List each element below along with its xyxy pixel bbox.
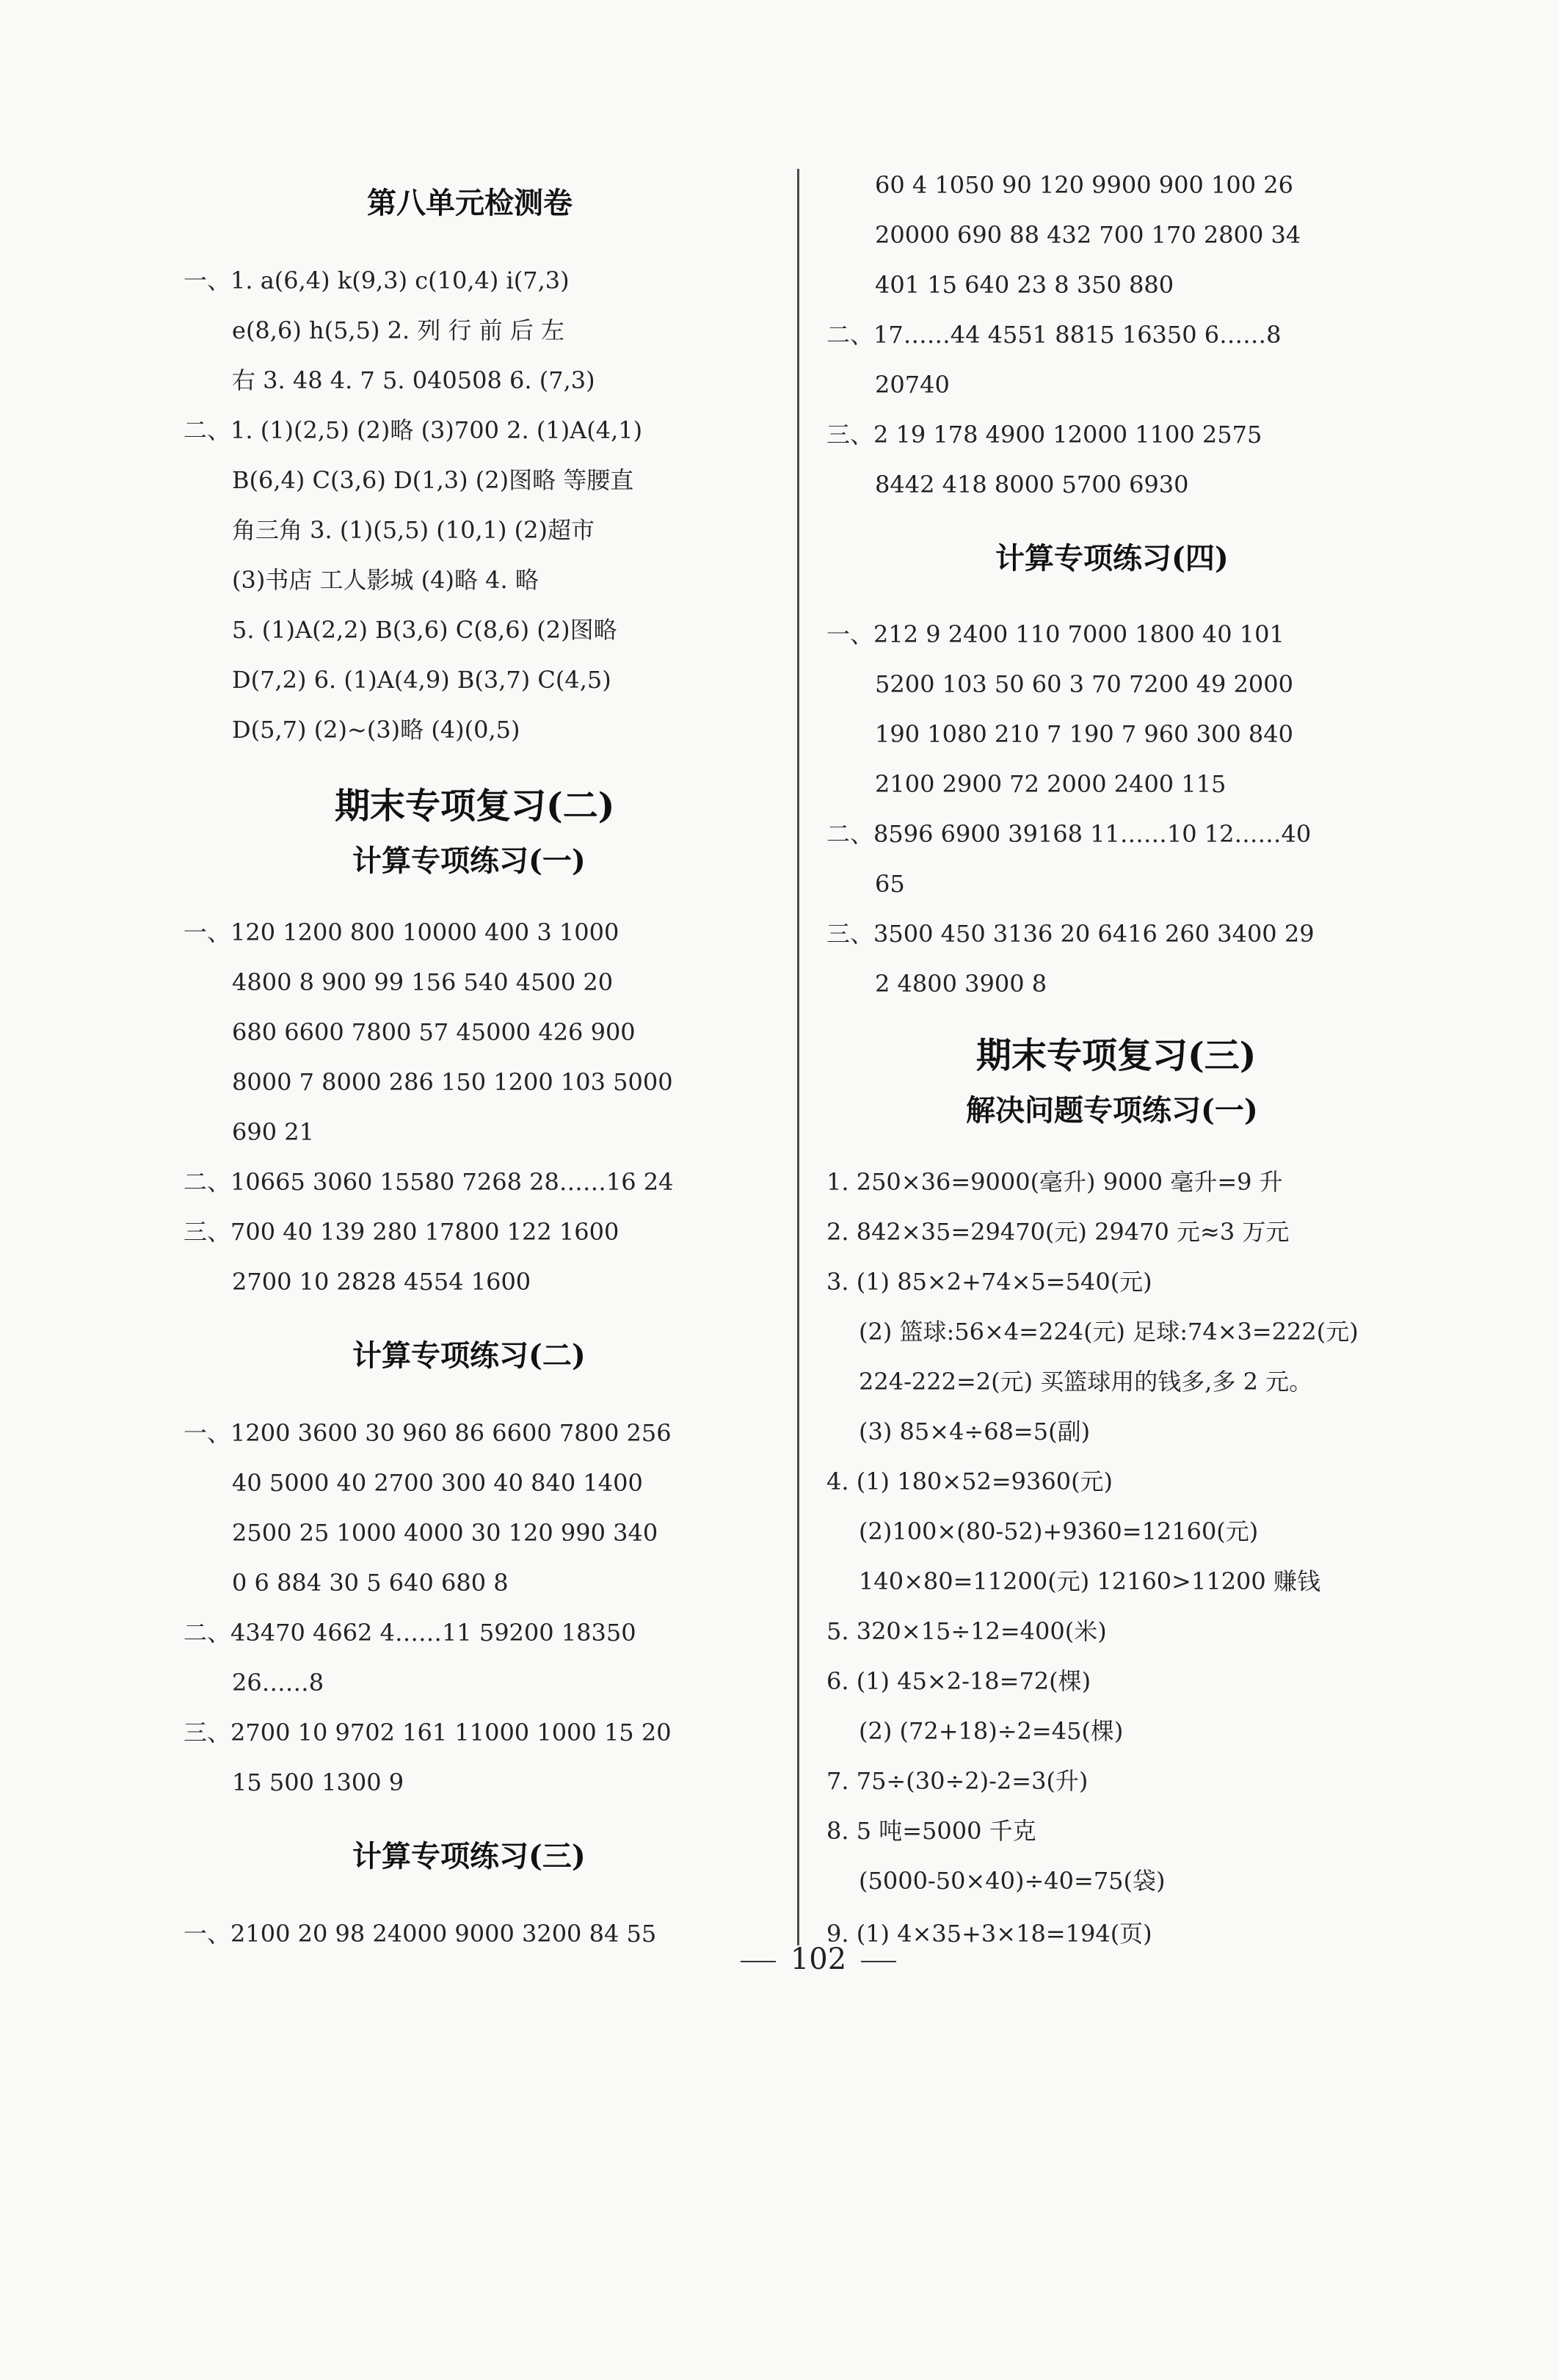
- answer-line: 右 3. 48 4. 7 5. 040508 6. (7,3): [232, 366, 595, 394]
- answer-line: 401 15 640 23 8 350 880: [875, 271, 1174, 299]
- answer-line: 140×80=11200(元) 12160>11200 赚钱: [859, 1567, 1320, 1595]
- answer-line: 一、1200 3600 30 960 86 6600 7800 256: [183, 1419, 672, 1447]
- section-title-review3: 期末专项复习(三): [976, 1035, 1257, 1076]
- answer-line: 15 500 1300 9: [232, 1768, 404, 1796]
- answer-line: D(5,7) (2)~(3)略 (4)(0,5): [232, 716, 520, 744]
- answer-line: 20000 690 88 432 700 170 2800 34: [875, 221, 1301, 249]
- answer-line: 4. (1) 180×52=9360(元): [826, 1467, 1113, 1495]
- answer-line: 5. (1)A(2,2) B(3,6) C(8,6) (2)图略: [232, 616, 617, 644]
- answer-line: 二、1. (1)(2,5) (2)略 (3)700 2. (1)A(4,1): [183, 416, 643, 444]
- subsection-title-calc4: 计算专项练习(四): [995, 541, 1229, 576]
- answer-line: 三、2 19 178 4900 12000 1100 2575: [826, 421, 1262, 449]
- answer-line: 一、1. a(6,4) k(9,3) c(10,4) i(7,3): [183, 266, 570, 294]
- answer-line: 5200 103 50 60 3 70 7200 49 2000: [875, 670, 1293, 698]
- answer-line: 20740: [875, 371, 950, 399]
- answer-line: 8000 7 8000 286 150 1200 103 5000: [232, 1068, 673, 1096]
- answer-line: (5000-50×40)÷40=75(袋): [859, 1867, 1166, 1895]
- column-divider: [797, 169, 799, 1945]
- answer-line: 9. (1) 4×35+3×18=194(页): [826, 1920, 1152, 1948]
- answer-line: 8. 5 吨=5000 千克: [826, 1817, 1036, 1845]
- answer-line: 26……8: [232, 1669, 324, 1697]
- answer-line: 角三角 3. (1)(5,5) (10,1) (2)超市: [232, 516, 595, 544]
- subsection-title-calc3: 计算专项练习(三): [352, 1839, 586, 1873]
- answer-line: 3. (1) 85×2+74×5=540(元): [826, 1268, 1152, 1296]
- answer-line: 三、3500 450 3136 20 6416 260 3400 29: [826, 920, 1315, 948]
- answer-line: 2100 2900 72 2000 2400 115: [875, 770, 1227, 798]
- answer-line: 二、17……44 4551 8815 16350 6……8: [826, 321, 1282, 349]
- answer-line: 190 1080 210 7 190 7 960 300 840: [875, 720, 1293, 748]
- answer-line: 5. 320×15÷12=400(米): [826, 1617, 1107, 1645]
- answer-line: (2)100×(80-52)+9360=12160(元): [859, 1517, 1259, 1545]
- answer-line: 1. 250×36=9000(毫升) 9000 毫升=9 升: [826, 1168, 1283, 1196]
- subsection-title-calc2: 计算专项练习(二): [352, 1338, 586, 1373]
- answer-line: (2) (72+18)÷2=45(棵): [859, 1717, 1124, 1745]
- answer-line: 4800 8 900 99 156 540 4500 20: [232, 968, 614, 996]
- answer-line: 60 4 1050 90 120 9900 900 100 26: [875, 171, 1293, 199]
- answer-line: 二、8596 6900 39168 11……10 12……40: [826, 820, 1312, 848]
- subsection-title-solve1: 解决问题专项练习(一): [966, 1093, 1258, 1128]
- page-number: [719, 1942, 917, 1977]
- answer-line: 6. (1) 45×2-18=72(棵): [826, 1667, 1091, 1695]
- page-number-value: 102: [790, 1942, 847, 1976]
- answer-line: 0 6 884 30 5 640 680 8: [232, 1569, 509, 1597]
- answer-line: D(7,2) 6. (1)A(4,9) B(3,7) C(4,5): [232, 666, 611, 694]
- subsection-title-calc1: 计算专项练习(一): [352, 843, 586, 878]
- answer-line: 224-222=2(元) 买篮球用的钱多,多 2 元。: [859, 1368, 1313, 1396]
- answer-line: 2 4800 3900 8: [875, 970, 1047, 998]
- section-title-unit8: 第八单元检测卷: [367, 186, 573, 220]
- answer-line: 2. 842×35=29470(元) 29470 元≈3 万元: [826, 1218, 1290, 1246]
- answer-line: 8442 418 8000 5700 6930: [875, 471, 1189, 498]
- answer-line: 二、43470 4662 4……11 59200 18350: [183, 1619, 636, 1647]
- answer-line: 二、10665 3060 15580 7268 28……16 24: [183, 1168, 674, 1196]
- answer-line: 三、700 40 139 280 17800 122 1600: [183, 1218, 619, 1246]
- answer-line: (2) 篮球:56×4=224(元) 足球:74×3=222(元): [859, 1318, 1359, 1346]
- answer-line: (3) 85×4÷68=5(副): [859, 1418, 1091, 1445]
- answer-line: 7. 75÷(30÷2)-2=3(升): [826, 1767, 1089, 1795]
- answer-line: 三、2700 10 9702 161 11000 1000 15 20: [183, 1719, 672, 1746]
- answer-line: 65: [875, 870, 905, 898]
- answer-line: 一、120 1200 800 10000 400 3 1000: [183, 918, 619, 946]
- section-title-review2: 期末专项复习(二): [335, 786, 615, 827]
- answer-line: 690 21: [232, 1118, 314, 1146]
- answer-line: (3)书店 工人影城 (4)略 4. 略: [232, 566, 539, 594]
- page-number-dash-left: [741, 1961, 776, 1962]
- page-number-dash-right: [861, 1961, 896, 1962]
- answer-line: 2500 25 1000 4000 30 120 990 340: [232, 1519, 658, 1547]
- answer-line: B(6,4) C(3,6) D(1,3) (2)图略 等腰直: [232, 466, 634, 494]
- answer-line: 680 6600 7800 57 45000 426 900: [232, 1018, 636, 1046]
- answer-line: 一、2100 20 98 24000 9000 3200 84 55: [183, 1920, 657, 1948]
- answer-line: 2700 10 2828 4554 1600: [232, 1268, 531, 1296]
- answer-line: 一、212 9 2400 110 7000 1800 40 101: [826, 620, 1284, 648]
- answer-line: e(8,6) h(5,5) 2. 列 行 前 后 左: [232, 316, 565, 344]
- answer-line: 40 5000 40 2700 300 40 840 1400: [232, 1469, 643, 1497]
